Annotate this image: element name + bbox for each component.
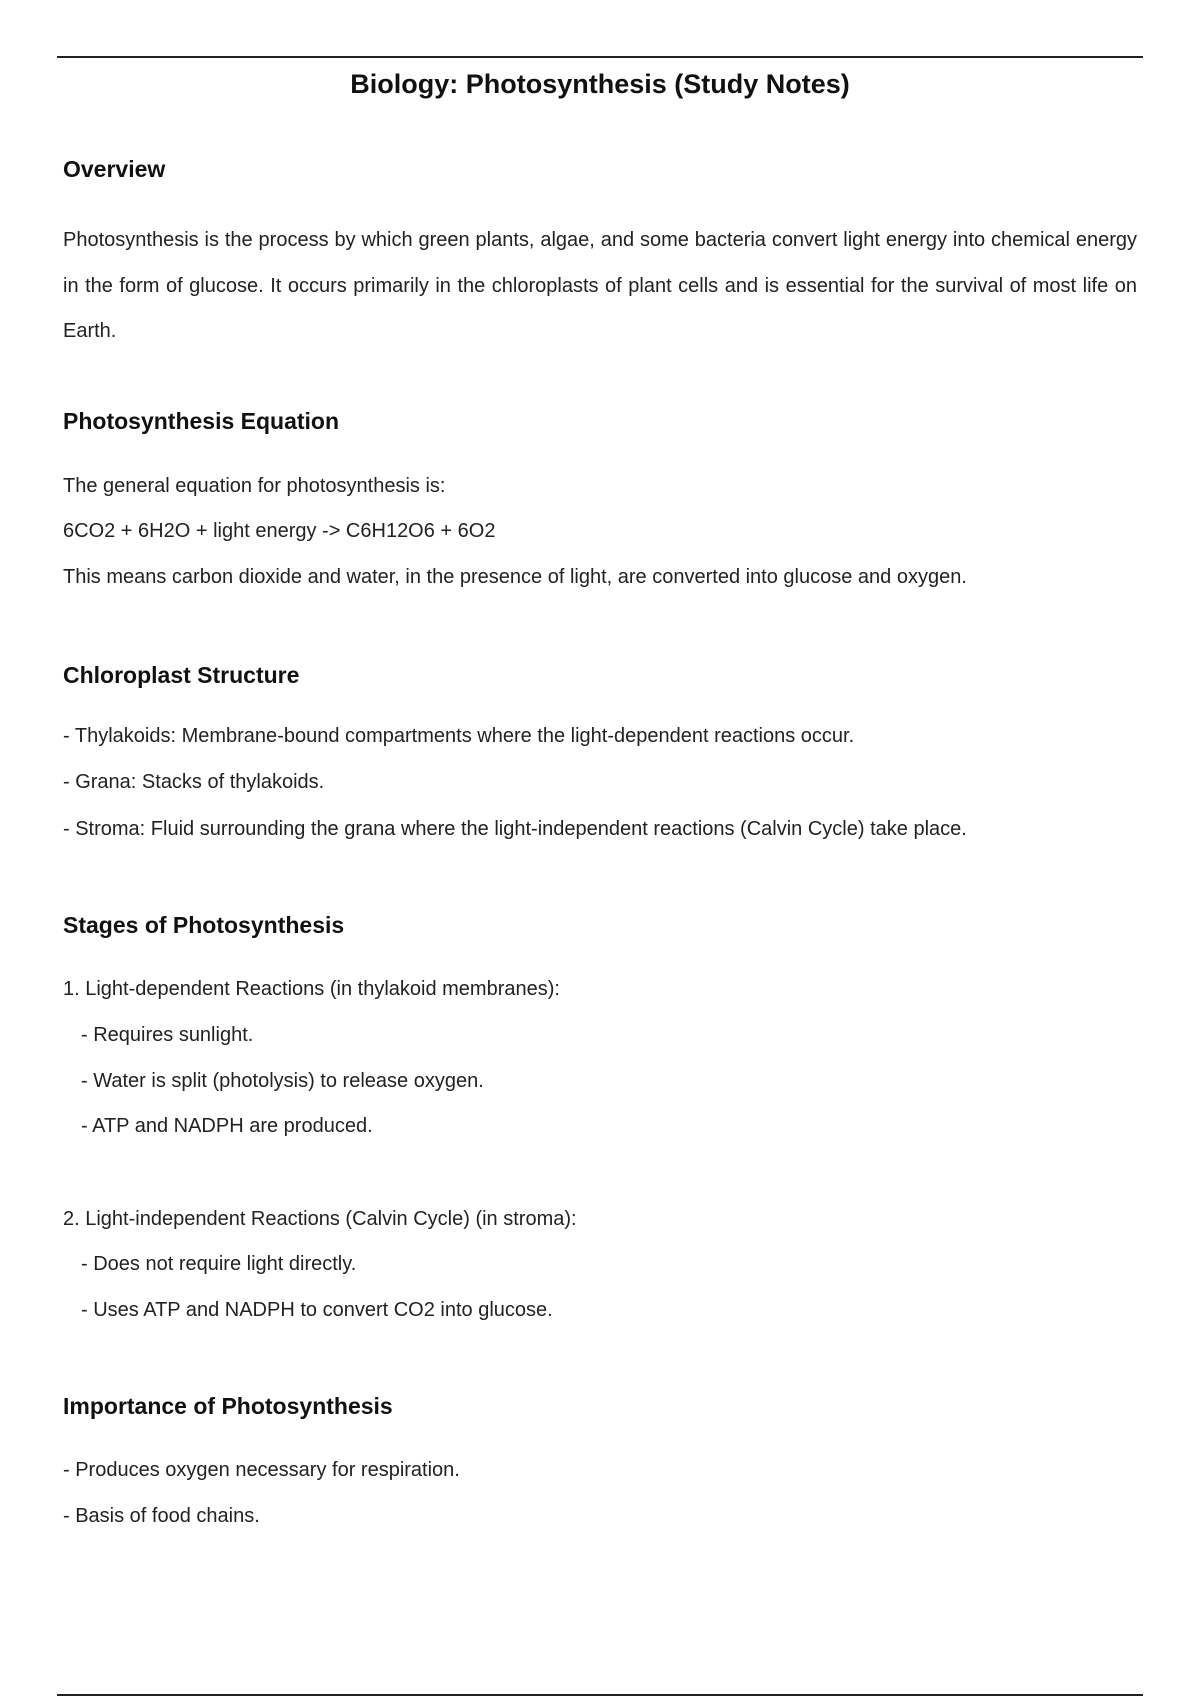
stage2-item: - Does not require light directly.: [81, 1253, 357, 1275]
top-rule: [57, 56, 1143, 58]
importance-heading: Importance of Photosynthesis: [63, 1393, 393, 1419]
importance-item: - Basis of food chains.: [63, 1505, 260, 1527]
equation-heading: Photosynthesis Equation: [63, 408, 340, 434]
stage1-item: - Water is split (photolysis) to release oxygen.: [81, 1070, 484, 1092]
equation-formula: 6CO2 + 6H2O + light energy -> C6H12O6 + 6O2: [63, 520, 496, 542]
importance-item: - Produces oxygen necessary for respiration.: [63, 1459, 460, 1481]
equation-explanation: This means carbon dioxide and water, in the presence of light, are converted into glucose and oxygen.: [63, 566, 967, 588]
bottom-rule: [57, 1694, 1143, 1696]
chloroplast-item-grana: - Grana: Stacks of thylakoids.: [63, 771, 325, 793]
equation-intro: The general equation for photosynthesis is:: [63, 475, 446, 497]
overview-paragraph: Photosynthesis is the process by which green plants, algae, and some bacteria convert light energy into chemical energy in the form of glucose. It occurs primarily in the chloroplasts of plant cells and is essential for the survival of most life on Earth.: [63, 229, 1137, 342]
stage1-item: - Requires sunlight.: [81, 1024, 254, 1046]
stage2-item: - Uses ATP and NADPH to convert CO2 into glucose.: [81, 1299, 553, 1321]
stage2-title: 2. Light-independent Reactions (Calvin Cycle) (in stroma):: [63, 1208, 577, 1230]
stages-heading: Stages of Photosynthesis: [63, 912, 345, 938]
stage1-title: 1. Light-dependent Reactions (in thylakoid membranes):: [63, 978, 560, 1000]
stage1-item: - ATP and NADPH are produced.: [81, 1115, 373, 1137]
chloroplast-heading: Chloroplast Structure: [63, 662, 300, 688]
chloroplast-item-thylakoids: - Thylakoids: Membrane-bound compartments where the light-dependent reactions occur.: [63, 725, 855, 747]
chloroplast-item-stroma: - Stroma: Fluid surrounding the grana where the light-independent reactions (Calvin Cycle) take place.: [63, 818, 967, 840]
document-title: Biology: Photosynthesis (Study Notes): [350, 69, 850, 99]
overview-heading: Overview: [63, 156, 166, 182]
